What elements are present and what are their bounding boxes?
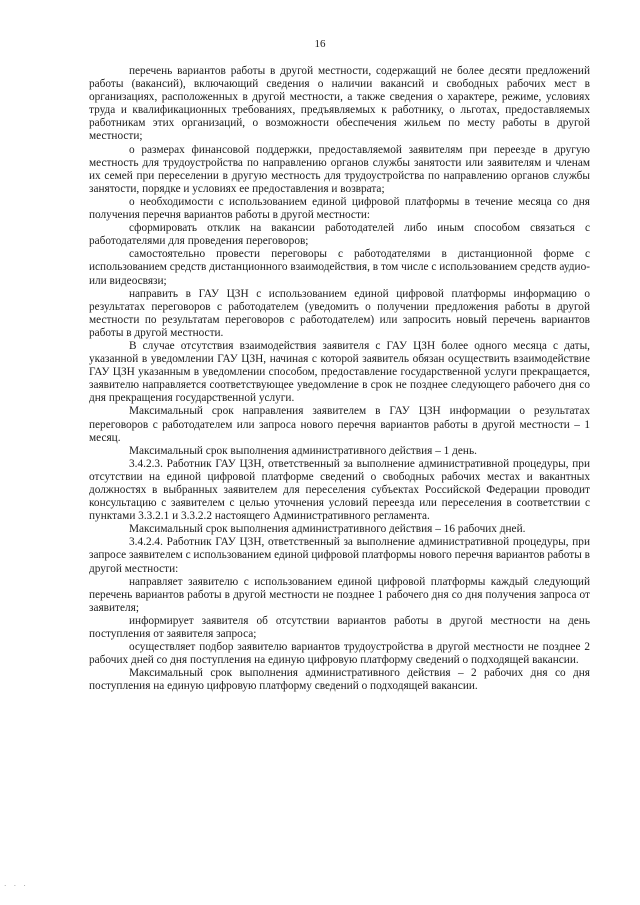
paragraph-remote-negotiations: самостоятельно провести переговоры с работодателями в дистанционной форме с использованием средств дистанционного взаимодействия, в том числе с использованием средств аудио- или видеосвязи; <box>89 248 590 287</box>
paragraph-vacancy-list: перечень вариантов работы в другой местности, содержащий не более десяти предложений работы (вакансий), включающий сведения о наличии вакансий и свободных рабочих мест в организациях, расположенных в другой местности, а также сведения о характере, режиме, условиях труда и квалификационных требованиях, предъявляемых к работнику, о льготах, предоставляемых работникам этих организаций, о возможности обеспечения жильем по месту работы в другой местности; <box>89 65 590 143</box>
paragraph-max-term-1-day: Максимальный срок выполнения административного действия – 1 день. <box>129 444 477 457</box>
paragraph-sends-new-list: направляет заявителю с использованием единой цифровой платформы каждый следующий перечень вариантов работы в другой местности не позднее 1 рабочего дня со дня получения запроса от заявителя; <box>89 575 590 614</box>
scan-artifact: · · · <box>4 882 29 890</box>
paragraph-no-interaction: В случае отсутствия взаимодействия заявителя с ГАУ ЦЗН более одного месяца с даты, указанной в уведомлении ГАУ ЦЗН, начиная с которой заявитель обязан осуществить взаимодействие ГАУ ЦЗН указанным в уведомлении способом, предоставление государственной услуги прекращается, заявителю направляется соответствующее уведомление в срок не позднее следующего рабочего дня со дня прекращения государственной услуги. <box>89 339 590 405</box>
document-body <box>89 65 590 694</box>
paragraph-digital-platform-requirement: о необходимости с использованием единой цифровой платформы в течение месяца со дня получения перечня вариантов работы в другой местности: <box>89 195 590 222</box>
paragraph-section-3-4-2-4: 3.4.2.4. Работник ГАУ ЦЗН, ответственный за выполнение административной процедуры, при запросе заявителем с использованием единой цифровой платформы нового перечня вариантов работы в другой местности: <box>89 536 590 575</box>
paragraph-section-3-4-2-3: 3.4.2.3. Работник ГАУ ЦЗН, ответственный за выполнение административной процедуры, при отсутствии на единой цифровой платформе сведений о свободных рабочих местах и вакантных должностях в выбранных заявителем для переселения субъектах Российской Федерации проводит консультацию с заявителем с целью уточнения условий переезда или переселения в соответствии с пунктами 3.3.2.1 и 3.3.2.2 настоящего Административного регламента. <box>89 457 590 523</box>
paragraph-selects-options: осуществляет подбор заявителю вариантов трудоустройства в другой местности не позднее 2 рабочих дней со дня поступления на единую цифровую платформу сведений о подходящей вакансии. <box>89 641 590 667</box>
paragraph-informs-absence: информирует заявителя об отсутствии вариантов работы в другой местности на день поступления от заявителя запроса; <box>89 614 590 641</box>
paragraph-max-term-16-days: Максимальный срок выполнения административного действия – 16 рабочих дней. <box>129 523 526 536</box>
paragraph-financial-support: о размерах финансовой поддержки, предоставляемой заявителям при переезде в другую местность для трудоустройства по направлению органов службы занятости или заявителям и членам их семей при переселении в другую местность для трудоустройства по направлению органов службы занятости, порядке и условиях ее предоставления и возврата; <box>89 143 590 195</box>
paragraph-max-term-2-days: Максимальный срок выполнения административного действия – 2 рабочих дня со дня поступления на единую цифровую платформу сведений о подходящей вакансии. <box>89 667 590 693</box>
paragraph-respond-to-vacancies: сформировать отклик на вакансии работодателей либо иным способом связаться с работодателями для проведения переговоров; <box>89 222 590 248</box>
paragraph-send-results: направить в ГАУ ЦЗН с использованием единой цифровой платформы информацию о результатах переговоров с работодателем (уведомить о получении предложения работы в другой местности по результатам переговоров с работодателем) или запросить новый перечень вариантов работы в другой местности. <box>89 287 590 339</box>
page-number: 16 <box>314 38 326 50</box>
paragraph-max-term-results: Максимальный срок направления заявителем в ГАУ ЦЗН информации о результатах переговоров с работодателем или запроса нового перечня вариантов работы в другой местности – 1 месяц. <box>89 405 590 444</box>
